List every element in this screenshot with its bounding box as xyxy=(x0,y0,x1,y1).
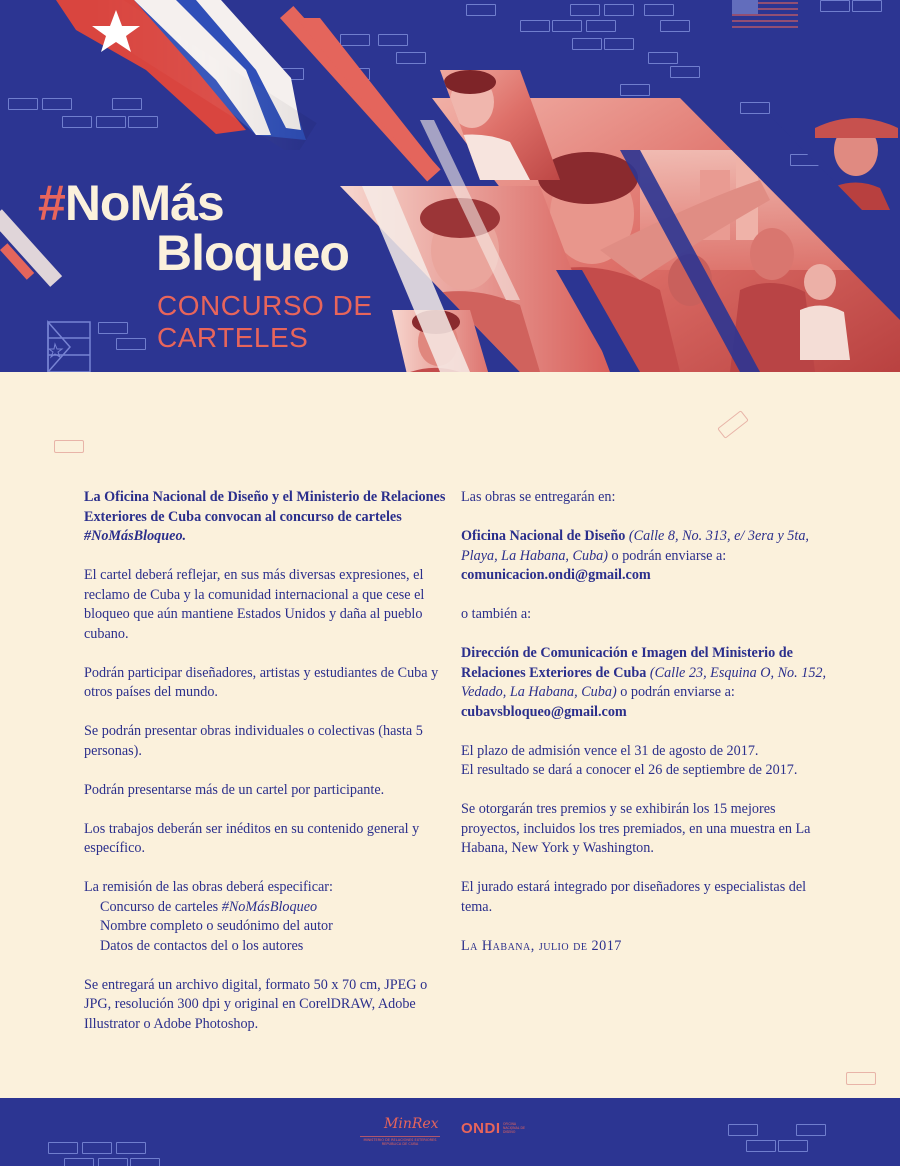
specify-item-3: Datos de contactos del o los autores xyxy=(100,937,304,954)
paragraph-multiple: Podrán presentarse más de un cartel por participante. xyxy=(84,781,385,798)
intro-paragraph: La Oficina Nacional de Diseño y el Ministerio de Relaciones Exteriores de Cuba convocan al concurso de carteles #NoMásBloqueo. xyxy=(84,489,446,544)
minrex-signature: MinRex xyxy=(384,1116,439,1132)
subtitle-line1: CONCURSO DE xyxy=(157,290,373,321)
intro-hashtag: #NoMásBloqueo. xyxy=(84,528,187,544)
also-to: o también a: xyxy=(461,606,532,622)
header-banner xyxy=(0,0,900,372)
hashtag-title-line1 xyxy=(38,175,224,231)
left-column xyxy=(84,488,456,1054)
paragraph-specify xyxy=(84,878,456,956)
results-line: El resultado se dará a conocer el 26 de septiembre de 2017. xyxy=(461,762,798,778)
minrex-address: Dirección de Comunicación e Imagen del Ministerio de Relaciones Exteriores de Cuba (Calle 23, Esquina O, No. 152, Vedado, La Habana, Cuba) o podrán enviarse a: cubavsbloqueo@gmail.com xyxy=(461,645,827,720)
subtitle-line2: CARTELES xyxy=(157,322,309,353)
paragraph-unpublished: Los trabajos deberán ser inéditos en su contenido general y específico. xyxy=(84,820,420,856)
prizes-paragraph: Se otorgarán tres premios y se exhibirán los 15 mejores proyectos, incluidos los tres premiados, en una muestra en La Habana, New York y Washington. xyxy=(461,801,811,856)
specify-item-1: Concurso de carteles #NoMásBloqueo xyxy=(100,898,318,915)
ondi-address: Oficina Nacional de Diseño (Calle 8, No. 313, e/ 3era y 5ta, Playa, La Habana, Cuba) o podrán enviarse a: comunicacion.ondi@gmail.com xyxy=(461,528,809,583)
right-column xyxy=(461,488,833,976)
place-date: La Habana, julio de 2017 xyxy=(461,937,622,954)
ondi-email[interactable]: comunicacion.ondi@gmail.com xyxy=(461,567,651,583)
contest-subtitle xyxy=(157,290,373,354)
minrex-caption: MINISTERIO DE RELACIONES EXTERIORES REPÚBLICA DE CUBA xyxy=(363,1138,437,1146)
paragraph-format: Se entregará un archivo digital, formato 50 x 70 cm, JPEG o JPG, resolución 300 dpi y original en CorelDRAW, Adobe Illustrator o Adobe Photoshop. xyxy=(84,976,428,1032)
minrex-street: (Calle 23, Esquina O, No. 152, Vedado, La Habana, Cuba) xyxy=(461,664,827,700)
minrex-logo xyxy=(360,1116,440,1146)
minrex-name: Dirección de Comunicación e Imagen del Ministerio de Relaciones Exteriores de Cuba xyxy=(461,645,793,681)
ondi-caption: OFICINA NACIONAL DE DISEÑO xyxy=(503,1122,526,1134)
specify-intro: La remisión de las obras deberá especificar: xyxy=(84,879,333,895)
ondi-logo: ONDI xyxy=(461,1120,501,1137)
footer-bar xyxy=(0,1098,900,1166)
decorative-outline xyxy=(54,440,84,453)
hashtag-word-nomas: NoMás xyxy=(64,175,224,231)
paragraph-works: Se podrán presentar obras individuales o colectivas (hasta 5 personas). xyxy=(84,723,423,759)
ondi-street: (Calle 8, No. 313, e/ 3era y 5ta, Playa, La Habana, Cuba) xyxy=(461,528,809,564)
deadline-line: El plazo de admisión vence el 31 de agosto de 2017. xyxy=(461,742,759,759)
decorative-outline xyxy=(846,1072,876,1085)
paragraph-participants: Podrán participar diseñadores, artistas y estudiantes de Cuba y otros países del mundo. xyxy=(84,664,439,700)
deadline-paragraph xyxy=(461,742,833,781)
delivery-intro: Las obras se entregarán en: xyxy=(461,489,616,505)
ondi-name: Oficina Nacional de Diseño xyxy=(461,528,626,544)
jury-paragraph: El jurado estará integrado por diseñadores y especialistas del tema. xyxy=(461,879,807,915)
paragraph-reflect: El cartel deberá reflejar, en sus más diversas expresiones, el reclamo de Cuba y la comunidad internacional a que cese el bloqueo que aún mantiene Estados Unidos y daña al pueblo cubano. xyxy=(84,567,425,642)
decorative-outline xyxy=(717,410,749,439)
minrex-email[interactable]: cubavsbloqueo@gmail.com xyxy=(461,703,627,720)
hashtag-title-line2: Bloqueo xyxy=(156,225,349,281)
hashtag-mark: # xyxy=(38,175,65,231)
specify-item-2: Nombre completo o seudónimo del autor xyxy=(100,918,333,934)
